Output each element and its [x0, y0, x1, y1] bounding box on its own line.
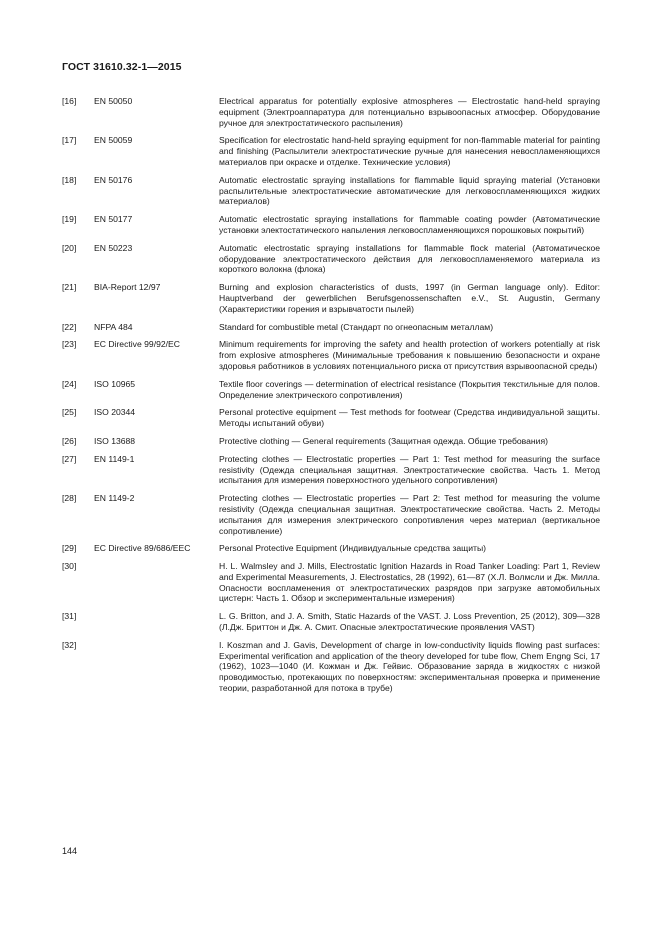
reference-entry — [62, 282, 600, 314]
reference-entry — [62, 611, 600, 633]
document-header: ГОСТ 31610.32-1—2015 — [62, 61, 182, 73]
reference-description: Automatic electrostatic spraying installations for flammable coating powder (Автоматические установки электостатического напыления легковоспламеняющихся порошковых покрытий) — [219, 214, 600, 235]
reference-code: ISO 13688 — [94, 435, 136, 446]
reference-description: Protective clothing — General requirements (Защитная одежда. Общие требования) — [219, 435, 548, 446]
reference-entry — [62, 243, 600, 275]
reference-number: [28] — [62, 493, 77, 504]
reference-entry — [62, 322, 600, 333]
reference-description: Protecting clothes — Electrostatic properties — Part 1: Test method for measuring the surface resistivity (Одежда специальная защитная. Электростатические свойства. Часть 1. Метод испытания для измерения поверхностного удельного сопротивления) — [219, 453, 600, 486]
reference-entry — [62, 339, 600, 371]
reference-code: NFPA 484 — [94, 321, 133, 332]
page-number: 144 — [62, 846, 78, 856]
reference-description: L. G. Britton, and J. A. Smith, Static Hazards of the VAST. J. Loss Prevention, 25 (2012), 309—328 (Л.Дж. Бриттон и Дж. А. Смит. Опасные электростатические проявления VAST) — [219, 611, 600, 633]
reference-number: [20] — [62, 242, 77, 253]
reference-description: Personal protective equipment — Test methods for footwear (Средства индивидуальной защиты. Методы испытаний обуви) — [219, 407, 600, 429]
reference-description: Standard for combustible metal (Стандарт по огнеопасным металлам) — [219, 321, 494, 332]
reference-entry — [62, 561, 600, 604]
reference-code: EN 50176 — [94, 174, 133, 185]
reference-number: [18] — [62, 174, 77, 185]
reference-code: ISO 20344 — [94, 407, 136, 418]
reference-number: [24] — [62, 378, 77, 389]
reference-description: Protecting clothes — Electrostatic properties — Part 2: Test method for measuring the volume resistivity (Одежда специальная защитная. Электростатические свойства. Часть 2. Методы испытания для измерения электрического сопротивления через материал (вертикальное сопротивление) — [219, 493, 600, 536]
reference-description: Burning and explosion characteristics of dusts, 1997 (in German language only). Editor: Hauptverband der gewerblichen Berufsgenossenschaften e.V., St. Augustin, Germany (Характеристики горения и взрывчатости пылей) — [219, 282, 600, 314]
reference-description: H. L. Walmsley and J. Mills, Electrostatic Ignition Hazards in Road Tanker Loading: Part 1, Review and Experimental Measurements, J. Electrostatics, 28 (1992), 61—87 (Х.Л. Волмсли и Дж. Милла. Опасности воспламенения от электростатических разрядов при загрузке автомобильных цистерн: Часть 1. Обзор и экспериментальные измерения) — [219, 561, 600, 604]
reference-entry — [62, 214, 600, 236]
reference-number: [25] — [62, 407, 77, 418]
reference-entry — [62, 454, 600, 486]
reference-description: Specification for electrostatic hand-held spraying equipment for non-flammable material for painting and finishing (Распылители электростатические ручные для нанесения невоспламеняющихся материалов при окраске и отделке. Технические условия) — [219, 135, 600, 167]
reference-code: EN 1149-1 — [94, 453, 135, 464]
reference-entry — [62, 493, 600, 536]
reference-description: Personal Protective Equipment (Индивидуальные средства защиты) — [219, 543, 487, 554]
reference-number: [22] — [62, 321, 77, 332]
reference-number: [19] — [62, 214, 77, 225]
reference-entry — [62, 135, 600, 167]
reference-number: [30] — [62, 561, 77, 572]
reference-entry — [62, 96, 600, 128]
reference-number: [31] — [62, 611, 77, 622]
bibliography-list — [62, 96, 600, 701]
reference-description: Minimum requirements for improving the safety and health protection of workers potentially at risk from explosive atmospheres (Минимальные требования к повышению безопасности и охране здоровья работников в условиях потенциального риска от присутствия взрывоопасной среды) — [219, 339, 600, 371]
reference-number: [17] — [62, 135, 77, 146]
reference-code: EC Directive 89/686/EEC — [94, 543, 191, 554]
reference-code: EN 50177 — [94, 214, 133, 225]
reference-description: I. Koszman and J. Gavis, Development of charge in low-conductivity liquids flowing past surfaces: Experimental verification and application of the theory developed for tube flow, Chem Engng Sci, 17 (1962), 1023—1040 (И. Кожман и Дж. Гейвис. Образование заряда в жидкостях с низкой проводимостью, протекающих по поверхностям: экспериментальная проверка и применение теории, разработанной для потока в трубе) — [219, 639, 600, 694]
reference-code: EN 1149-2 — [94, 493, 135, 504]
reference-entry — [62, 407, 600, 429]
reference-code: ISO 10965 — [94, 378, 136, 389]
reference-entry — [62, 436, 600, 447]
reference-number: [27] — [62, 453, 77, 464]
reference-number: [23] — [62, 339, 77, 350]
reference-entry — [62, 379, 600, 401]
reference-number: [29] — [62, 543, 77, 554]
reference-number: [21] — [62, 282, 77, 293]
reference-code: EN 50059 — [94, 135, 133, 146]
reference-entry — [62, 543, 600, 554]
reference-entry — [62, 175, 600, 207]
reference-description: Electrical apparatus for potentially explosive atmospheres — Electrostatic hand-held spraying equipment (Электроаппаратура для потенциально взрывоопасных атмосфер. Оборудование ручное для электростатического распыления) — [219, 96, 600, 128]
reference-description: Automatic electrostatic spraying installations for flammable flock material (Автоматическое оборудование электростатического действия для легковоспламеняемого материала из короткого волокна (флока) — [219, 242, 600, 275]
reference-code: EN 50223 — [94, 242, 133, 253]
reference-number: [26] — [62, 435, 77, 446]
reference-code: BIA-Report 12/97 — [94, 282, 161, 293]
reference-number: [16] — [62, 96, 77, 106]
reference-number: [32] — [62, 639, 77, 650]
reference-description: Textile floor coverings — determination of electrical resistance (Покрытия текстильные для полов. Определение электрического сопротивления) — [219, 378, 600, 400]
reference-code: EN 50050 — [94, 96, 133, 106]
reference-entry — [62, 640, 600, 694]
reference-code: EC Directive 99/92/EC — [94, 339, 180, 350]
reference-description: Automatic electrostatic spraying installations for flammable liquid spraying material (Установки распылительные электростатические автоматические для легковоспламеняющихся жидких материалов) — [219, 174, 600, 207]
